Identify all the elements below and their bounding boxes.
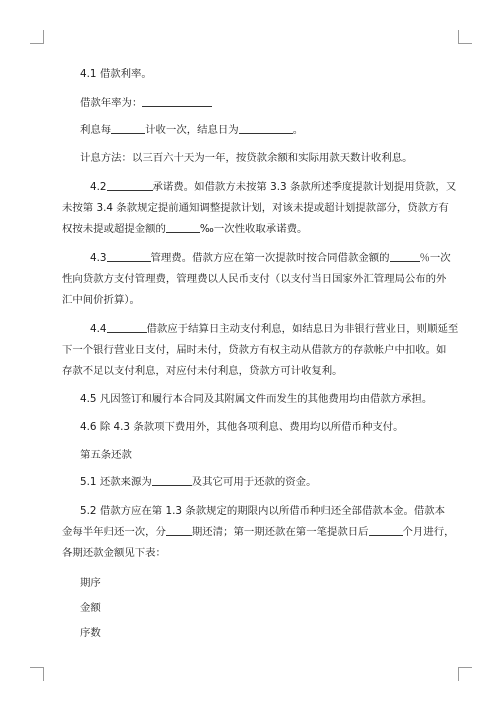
clause-4-1: 4.1 借款利率。: [80, 68, 152, 80]
corner-mark-top-left: [30, 30, 44, 44]
clause-4-2-blank: [107, 180, 153, 191]
clause-4-4-line-3: 存款不足以支付利息，对应付未付利息，贷款方可计收复利。: [62, 365, 343, 377]
table-label-period: 期序: [80, 577, 101, 589]
clause-4-4-line-2: 下一个银行营业日支付，届时未付，贷款方有权主动从借款方的存款帐户中扣收。如: [62, 344, 447, 356]
clause-5-1: 5.1 还款来源为 及其它可用于还款的资金。: [80, 476, 317, 488]
clause-5-2-line-2: 金每半年归还一次，分 期还清；第一期还款在第一笔提款日后 个月进行，: [62, 526, 455, 538]
clause-4-6: 4.6 除 4.3 条款项下费用外，其他各项利息、费用均以所借币种支付。: [80, 421, 404, 433]
article-5-heading: 第五条还款: [80, 449, 132, 461]
clause-5-2-line-3: 各期还款金额见下表：: [62, 547, 166, 559]
months-blank: [369, 525, 403, 536]
interest-line: 利息每 计收一次，结息日为 。: [80, 124, 304, 136]
interest-period-blank: [111, 123, 145, 134]
clause-4-2-line-2: 未按第 3.4 条款规定提前通知调整提款计划，对该未提或超计划提款部分，贷款方有: [62, 202, 449, 214]
settlement-date-blank: [239, 123, 293, 134]
corner-mark-top-right: [458, 30, 472, 44]
corner-mark-bottom-right: [458, 667, 472, 681]
clause-4-2-line-3: 权按未提或超提金额的 ‰一次性收取承诺费。: [62, 223, 308, 235]
installments-blank: [166, 525, 192, 536]
commitment-fee-blank: [166, 222, 200, 233]
clause-4-4-blank: [107, 322, 147, 333]
clause-4-3-line-1: 4.3 管理费。借款方应在第一次提款时按合同借款金额的 ％一次: [90, 252, 451, 264]
table-label-amount: 金额: [80, 602, 101, 614]
rate-blank: [142, 96, 212, 107]
clause-4-2-line-1: 4.2 承诺费。如借款方未按第 3.3 条款所述季度提款计划提用贷款，又: [90, 181, 457, 193]
management-fee-blank: [390, 251, 420, 262]
clause-4-4-line-1: 4.4 借款应于结算日主动支付利息，如结息日为非银行营业日，则顺延至: [90, 323, 459, 335]
clause-4-3-blank: [107, 251, 151, 262]
clause-4-3-line-3: 汇中间价折算）。: [62, 294, 140, 306]
clause-4-3-line-2: 性向贷款方支付管理费，管理费以人民币支付（以支付当日国家外汇管理局公布的外: [62, 273, 447, 285]
repayment-source-blank: [152, 475, 192, 486]
clause-5-2-line-1: 5.2 借款方应在第 1.3 条款规定的期限内以所借币种归还全部借款本金。借款本: [80, 505, 446, 517]
table-label-sequence: 序数: [80, 627, 101, 639]
corner-mark-bottom-left: [30, 667, 44, 681]
annual-rate-line: 借款年率为：: [80, 96, 212, 110]
calc-method-line: 计息方法：以三百六十天为一年，按贷款余额和实际用款天数计收利息。: [80, 152, 413, 164]
clause-4-5: 4.5 凡因签订和履行本合同及其附属文件而发生的其他费用均由借款方承担。: [80, 393, 433, 405]
